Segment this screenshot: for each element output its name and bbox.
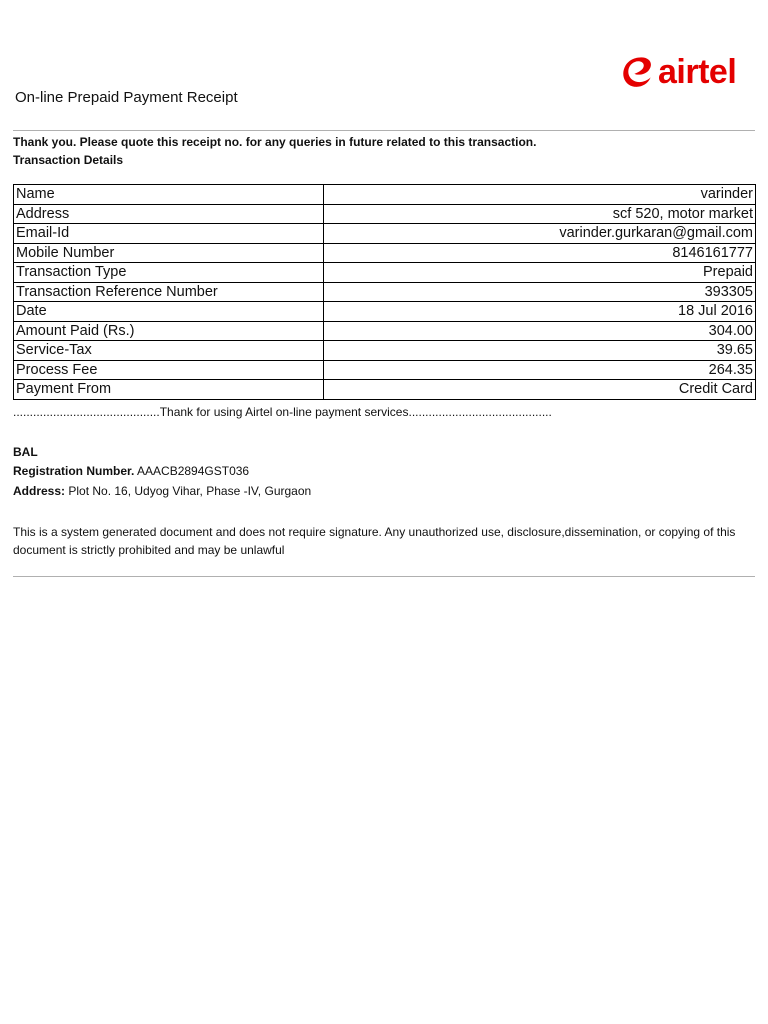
registration-value: AAACB2894GST036	[137, 464, 250, 478]
detail-value: Prepaid	[324, 263, 756, 283]
company-name: BAL	[13, 445, 38, 459]
detail-value: 18 Jul 2016	[324, 302, 756, 322]
detail-value: varinder.gurkaran@gmail.com	[324, 224, 756, 244]
detail-label: Amount Paid (Rs.)	[14, 321, 324, 341]
detail-value: varinder	[324, 185, 756, 205]
thanks-notice: Thank you. Please quote this receipt no. for any queries in future related to this transaction.	[13, 135, 537, 149]
detail-label: Name	[14, 185, 324, 205]
divider	[13, 576, 755, 577]
disclaimer-text: This is a system generated document and does not require signature. Any unauthorized use, disclosure,dissemination, or copying of this document is strictly prohibited and may be unlawful	[13, 525, 736, 557]
table-row	[14, 243, 756, 263]
divider	[13, 130, 755, 131]
address-label: Address:	[13, 484, 66, 498]
detail-label: Date	[14, 302, 324, 322]
detail-label: Transaction Reference Number	[14, 282, 324, 302]
detail-label: Transaction Type	[14, 263, 324, 283]
detail-value: 39.65	[324, 341, 756, 361]
airtel-logo-text: airtel	[658, 53, 737, 91]
table-row	[14, 224, 756, 244]
address-value: Plot No. 16, Udyog Vihar, Phase -IV, Gurgaon	[68, 484, 312, 498]
detail-label: Email-Id	[14, 224, 324, 244]
table-row	[14, 321, 756, 341]
detail-label: Process Fee	[14, 360, 324, 380]
table-row	[14, 185, 756, 205]
transaction-details-table	[13, 184, 756, 400]
table-row	[14, 302, 756, 322]
detail-value: Credit Card	[324, 380, 756, 400]
page-title: On-line Prepaid Payment Receipt	[15, 89, 238, 106]
detail-label: Mobile Number	[14, 243, 324, 263]
company-address	[13, 484, 311, 498]
table-row	[14, 263, 756, 283]
detail-label: Service-Tax	[14, 341, 324, 361]
table-row	[14, 380, 756, 400]
airtel-logo	[620, 52, 760, 92]
table-row	[14, 204, 756, 224]
table-row	[14, 360, 756, 380]
detail-value: 264.35	[324, 360, 756, 380]
table-row	[14, 341, 756, 361]
registration-number	[13, 464, 249, 478]
airtel-swirl-icon	[620, 54, 656, 90]
detail-value: 304.00	[324, 321, 756, 341]
detail-label: Payment From	[14, 380, 324, 400]
registration-label: Registration Number.	[13, 464, 135, 478]
thank-you-footer-line: ............................................Thank for using Airtel on-line payment services...........................................	[13, 405, 552, 419]
detail-value: 8146161777	[324, 243, 756, 263]
table-row	[14, 282, 756, 302]
detail-value: scf 520, motor market	[324, 204, 756, 224]
detail-label: Address	[14, 204, 324, 224]
detail-value: 393305	[324, 282, 756, 302]
transaction-details-heading: Transaction Details	[13, 153, 124, 167]
